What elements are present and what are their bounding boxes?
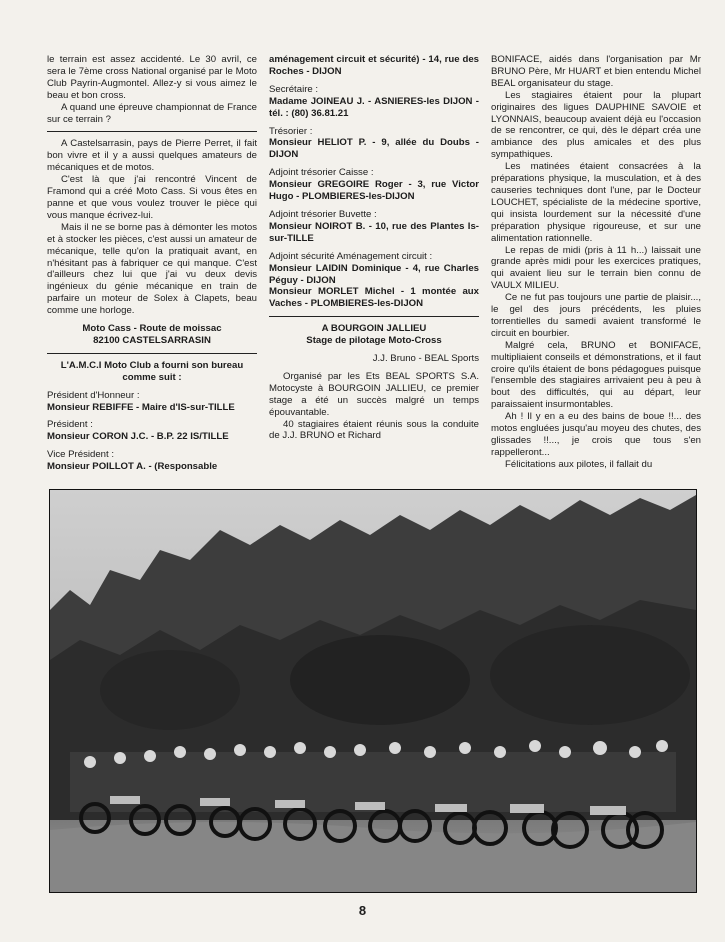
col2-paragraph-1: Organisé par les Ets BEAL SPORTS S.A. Motocyste à BOURGOIN JALLIEU, ce premier stage a été un succès malgré un temps épouvantable.	[269, 370, 479, 418]
vice-president: Monsieur POILLOT A. - (Responsable	[47, 461, 218, 473]
byline: J.J. Bruno - BEAL Sports	[372, 353, 479, 365]
divider	[47, 131, 257, 132]
address-line-2: 82100 CASTELSARRASIN	[93, 334, 211, 346]
column-3	[491, 54, 701, 474]
label-adjoint-caisse: Adjoint trésorier Caisse :	[269, 167, 374, 179]
bourgoin-subtitle: Stage de pilotage Moto-Cross	[306, 335, 442, 347]
col3-paragraph-6: Malgré cela, BRUNO et BONIFACE, multipliaient conseils et démonstrations, et il faut croire qu'ils étaient de bons pédagogues puisque l'ensemble des stagiaires arrivaient peu à peu à bout des difficultés, qui au départ, leur paraissaient insurmontables.	[491, 339, 701, 411]
divider	[47, 353, 257, 354]
label-president-honneur: Président d'Honneur :	[47, 389, 140, 401]
label-tresorier: Trésorier :	[269, 125, 313, 137]
bourgoin-title: A BOURGOIN JALLIEU	[321, 323, 427, 335]
col3-paragraph-7: Ah ! Il y en a eu des bains de boue !!... des motos engluées jusqu'au moyeu des chutes, des glissades !!..., je crois que tous s'en rappelleront...	[491, 411, 701, 458]
vice-president-continued: aménagement circuit et sécurité) - 14, rue des Roches - DIJON	[269, 54, 479, 77]
col3-paragraph-8: Félicitations aux pilotes, il fallait du	[505, 458, 653, 470]
col1-paragraph-5: Mais il ne se borne pas à démonter les motos et à stocker les pièces, c'est aussi un amateur de mécanique, telle qu'on la pratiquait avant, en n'hésitant pas à fabriquer ce qui manque. C'est d'ailleurs chez lui que j'ai vu deux devis ingénieux du génie mécanique en train de parfaire un moteur de Solex à Clapets, beau comme une horloge.	[47, 221, 257, 317]
president: Monsieur CORON J.C. - B.P. 22 IS/TILLE	[47, 431, 229, 443]
col1-paragraph-3: A Castelsarrasin, pays de Pierre Perret, il fait bon vivre et il y a aussi quelques amateurs de mécaniques et de motos.	[47, 138, 257, 174]
col3-paragraph-2: Les stagiaires étaient pour la plupart originaires des ligues DAUPHINE SAVOIE et LYONNAIS, beaucoup avaient déjà eu l'occasion de se rencontrer, ce qui, dès le départ créa une ambiance des plus amicales et des plus sympathiques.	[491, 89, 701, 161]
col3-paragraph-3: Les matinées étaient consacrées à la préparations physique, la musculation, et à des causeries techniques dont l'une, par le Docteur LOUCHET, spécialiste de la médecine sportive, qui insista lourdement sur la nécessité d'une préparation physique rigoureuse, et sur une alimentation rationnelle.	[491, 161, 701, 244]
adjoint-caisse: Monsieur GREGOIRE Roger - 3, rue Victor Hugo - PLOMBIERES-les-DIJON	[269, 179, 479, 203]
col3-paragraph-5: Ce ne fut pas toujours une partie de plaisir..., le gel des jours précédents, les pluies torrentielles du samedi avaient transformé le circuit en bourbier.	[491, 292, 701, 339]
col1-paragraph-2: A quand une épreuve championnat de France sur ce terrain ?	[47, 101, 257, 125]
page-number: 8	[358, 903, 367, 918]
col2-paragraph-2: 40 stagiaires étaient réunis sous la conduite de J.J. BRUNO et Richard	[269, 418, 479, 442]
column-2	[269, 54, 479, 474]
adjoint-securite-2: Monsieur MORLET Michel - 1 montée aux Vaches - PLOMBIERES-les-DIJON	[269, 286, 479, 310]
divider	[269, 316, 479, 317]
label-adjoint-securite: Adjoint sécurité Aménagement circuit :	[269, 250, 433, 262]
label-secretaire: Secrétaire :	[269, 83, 319, 95]
photo-illustration	[50, 490, 696, 892]
column-1	[47, 54, 257, 474]
col1-paragraph-4: C'est là que j'ai rencontré Vincent de Framond qui a créé Moto Cass. Si vous êtes en panne et que vous voulez trouver le pièce qui vous manque écrivez-lui.	[47, 174, 257, 221]
label-adjoint-buvette: Adjoint trésorier Buvette :	[269, 208, 377, 220]
secretaire: Madame JOINEAU J. - ASNIERES-les DIJON - tél. : (80) 36.81.21	[269, 95, 479, 119]
amci-heading: L'A.M.C.I Moto Club a fourni son bureau comme suit :	[60, 359, 244, 383]
group-photo	[49, 489, 697, 893]
col3-paragraph-4: Le repas de midi (pris à 11 h...) laissait une grande après midi pour les exercices pratiques, qui avaient lieu sur le terrain bien connu de VAULX MILIEU.	[491, 244, 701, 292]
adjoint-securite-1: Monsieur LAIDIN Dominique - 4, rue Charles Péguy - DIJON	[269, 262, 479, 286]
address-line-1: Moto Cass - Route de moissac	[82, 323, 222, 335]
col1-paragraph-1: le terrain est assez accidenté. Le 30 avril, ce sera le 7ème cross National organisé par le Moto Club Payrin-Augmontel. Allez-y si vous aimez le beau et bon cross.	[47, 54, 257, 101]
label-vice-president: Vice Président :	[47, 449, 115, 461]
tresorier: Monsieur HELIOT P. - 9, allée du Doubs - DIJON	[269, 137, 479, 161]
president-honneur: Monsieur REBIFFE - Maire d'IS-sur-TILLE	[47, 401, 235, 413]
label-president: Président :	[47, 419, 93, 431]
adjoint-buvette: Monsieur NOIROT B. - 10, rue des Plantes Is-sur-TILLE	[269, 220, 479, 244]
col3-paragraph-1: BONIFACE, aidés dans l'organisation par Mr BRUNO Père, Mr HUART et bien entendu Michel BEAL organisateur du stage.	[491, 54, 701, 89]
